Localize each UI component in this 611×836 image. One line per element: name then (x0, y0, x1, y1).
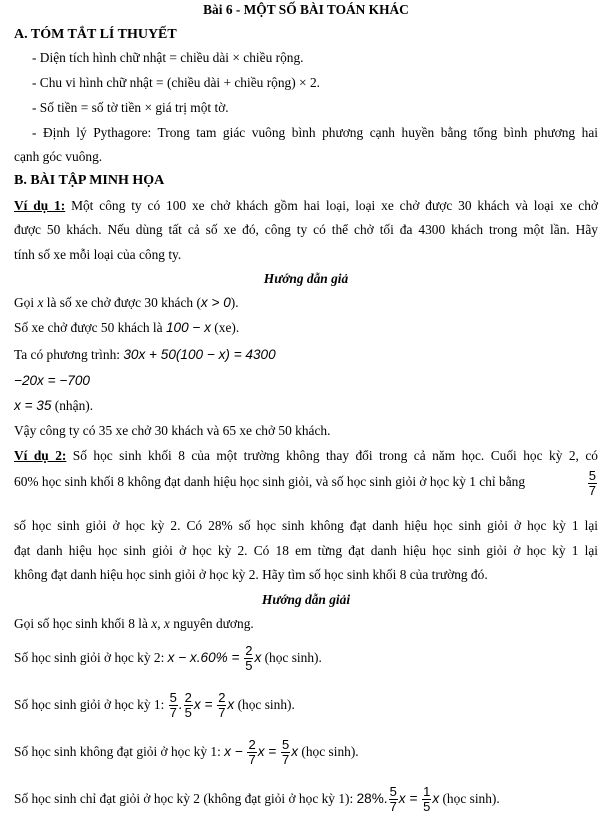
example2-problem-line5: không đạt danh hiệu học sinh giỏi ở học kỳ 2. Hãy tìm số học sinh khối 8 của trường đó. (14, 567, 488, 582)
fraction-5-7: $\frac{5}{7}$ (588, 468, 596, 498)
fraction-2-7: $\frac{2}{7}$ (218, 690, 226, 721)
example1-solution-line3: Ta có phương trình: 30x + 50(100 − x) = 4300 (14, 347, 276, 362)
fraction-1-5: $\frac{1}{5}$ (423, 784, 431, 815)
section-a-heading: A. TÓM TẮT LÍ THUYẾT (14, 27, 177, 42)
theory-item-area: - Diện tích hình chữ nhật = chiều dài × chiều rộng. (32, 50, 304, 65)
example2-solution-line4: Số học sinh không đạt giỏi ở học kỳ 1: x − $\frac{2}{7}$ x = $\frac{5}{7}$ x (học sinh). (14, 737, 359, 768)
fraction-2-5: $\frac{2}{5}$ (184, 690, 192, 721)
fraction-5-7: $\frac{5}{7}$ (169, 690, 177, 721)
fraction-2-7: $\frac{2}{7}$ (248, 737, 256, 768)
example1-solution-line4: −20x = −700 (14, 373, 90, 388)
example2-solution-line2: Số học sinh giỏi ở học kỳ 2: x − x.60% = $\frac{2}{5}$ x (học sinh). (14, 643, 322, 674)
fraction-5-7: $\frac{5}{7}$ (389, 784, 397, 815)
example1-problem-line2: được 50 khách. Nếu dùng tất cả số xe đó, công ty có thể chở tối đa 4300 khách trong một lần. Hãy (14, 222, 598, 237)
example2-label: Ví dụ 2: (14, 448, 67, 463)
page-title: Bài 6 - MỘT SỐ BÀI TOÁN KHÁC (203, 2, 409, 17)
example2-problem-line1: Ví dụ 2: Số học sinh khối 8 của một trường không thay đổi trong cả năm học. Cuối học kỳ 2, có (14, 448, 598, 463)
example1-problem-line3: tính số xe mỗi loại của công ty. (14, 247, 182, 262)
example1-conclusion: Vậy công ty có 35 xe chở 30 khách và 65 xe chở 50 khách. (14, 423, 331, 438)
theory-item-money: - Số tiền = số tờ tiền × giá trị một tờ. (32, 100, 229, 115)
example2-solution-line1: Gọi số học sinh khối 8 là x, x nguyên dương. (14, 616, 254, 631)
example2-problem-line4: đạt danh hiệu học sinh giỏi ở học kỳ 2. Có 18 em từng đạt danh hiệu học sinh giỏi ở học kỳ 1 lại (14, 543, 598, 558)
fraction-5-7: $\frac{5}{7}$ (282, 737, 290, 768)
section-b-heading: B. BÀI TẬP MINH HỌA (14, 173, 165, 188)
example2-problem-line3: số học sinh giỏi ở học kỳ 2. Có 28% số học sinh không đạt danh hiệu học sinh giỏi ở học kỳ 1 lại (14, 518, 598, 533)
theory-item-perimeter: - Chu vi hình chữ nhật = (chiều dài + chiều rộng) × 2. (32, 75, 320, 90)
example1-solution-line2: Số xe chở được 50 khách là 100 − x (xe). (14, 320, 240, 335)
example1-guide-heading: Hướng dẫn giả (263, 271, 349, 286)
example2-problem-line2: 60% học sinh khối 8 không đạt danh hiệu học sinh giỏi, và số học sinh giỏi ở học kỳ 1 chỉ bằng $\frac{5}{7}$ (14, 468, 596, 498)
theory-item-pythagore-cont: cạnh góc vuông. (14, 149, 103, 164)
example2-solution-line5: Số học sinh chỉ đạt giỏi ở học kỳ 2 (không đạt giỏi ở học kỳ 1): 28%. $\frac{5}{7}$ x = $\frac{1}{5}$ x (học sinh). (14, 784, 500, 815)
example1-solution-line1: Gọi x là số xe chở được 30 khách (x > 0). (14, 295, 239, 310)
theory-item-pythagore: - Định lý Pythagore: Trong tam giác vuông bình phương cạnh huyền bằng tổng bình phương hai (32, 125, 598, 140)
example2-guide-heading: Hướng dẫn giải (261, 592, 351, 607)
example1-problem-line1: Ví dụ 1: Một công ty có 100 xe chở khách gồm hai loại, loại xe chở được 30 khách và loại xe chở (14, 198, 598, 213)
example2-solution-line3: Số học sinh giỏi ở học kỳ 1: $\frac{5}{7}$ . $\frac{2}{5}$ x = $\frac{2}{7}$ x (học sinh). (14, 690, 295, 721)
example1-solution-line5: x = 35 (nhận). (14, 398, 94, 413)
fraction-2-5: $\frac{2}{5}$ (245, 643, 253, 674)
example1-label: Ví dụ 1: (14, 198, 66, 213)
